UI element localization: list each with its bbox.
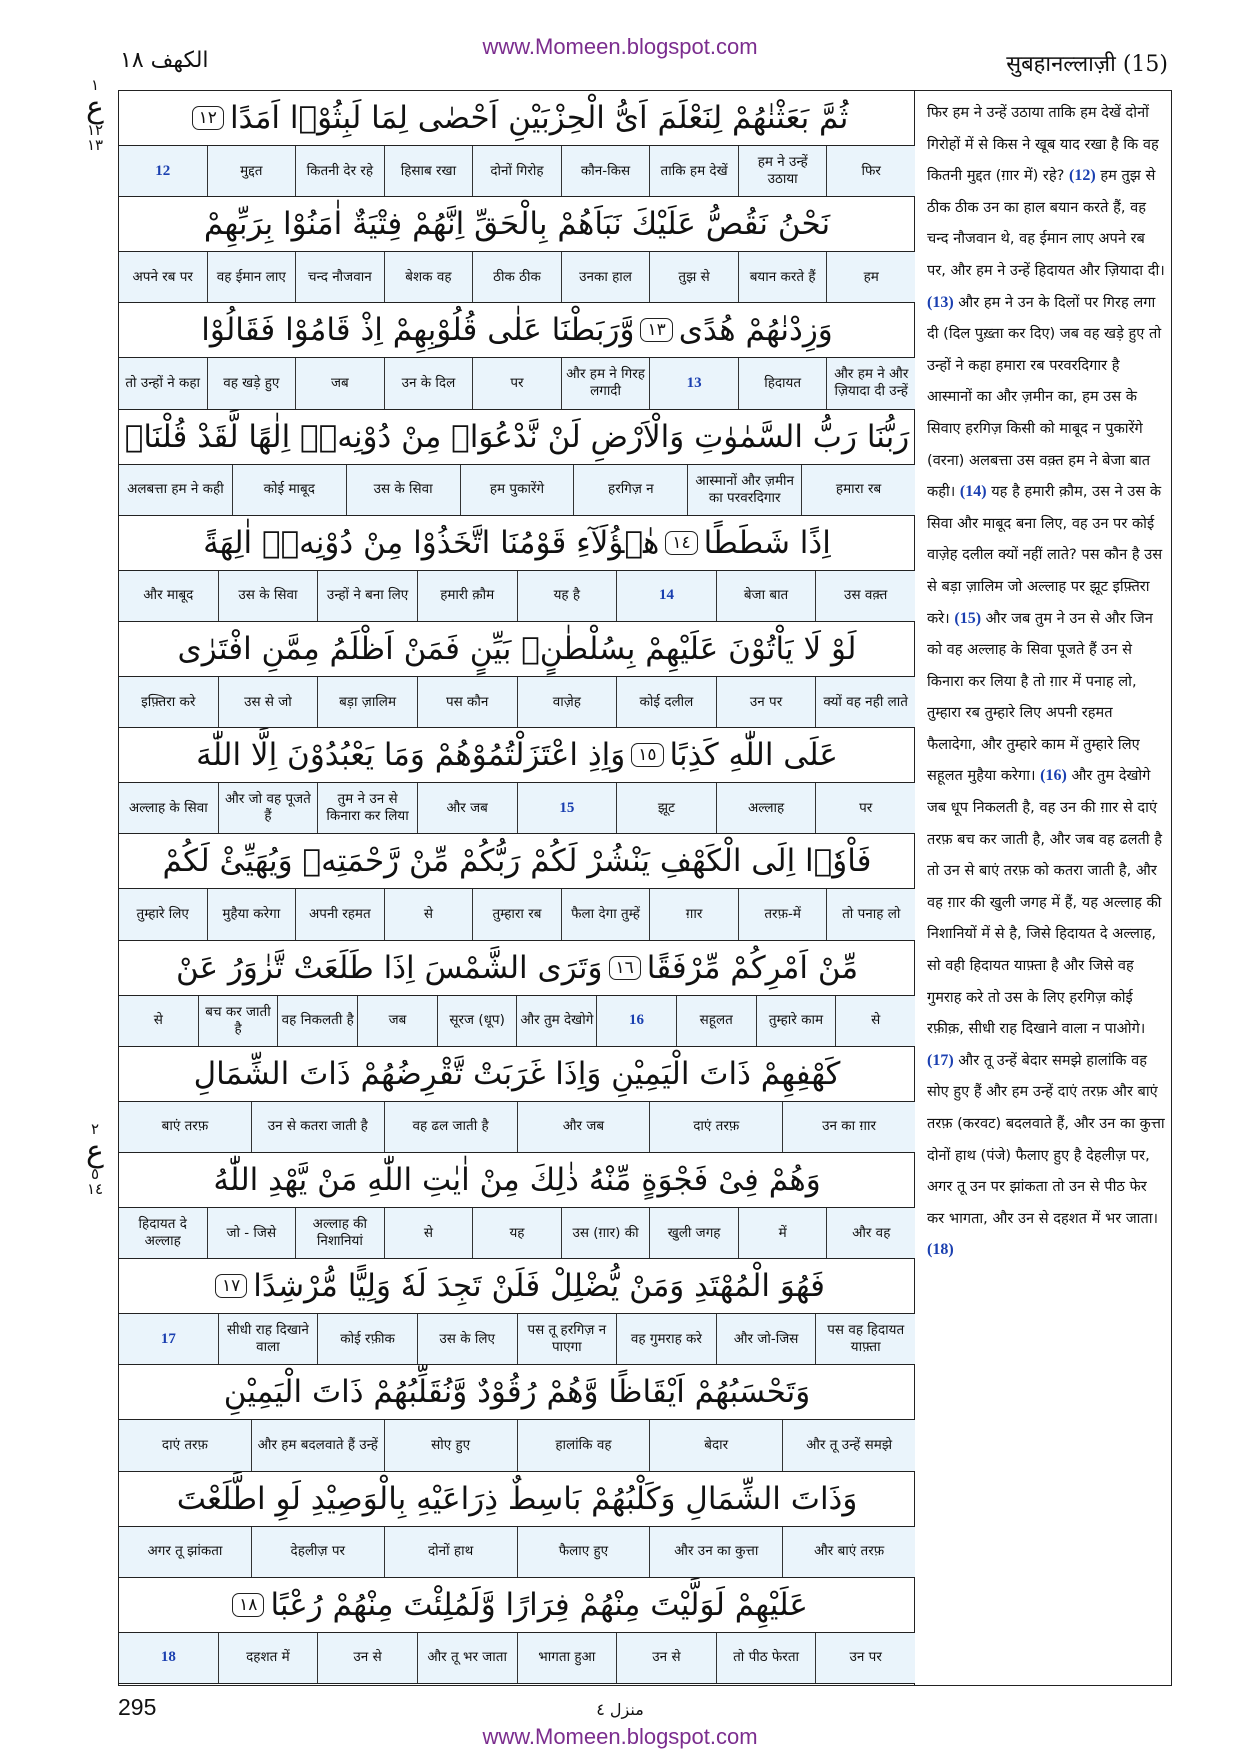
translation-passage: और तुम देखोगे जब धूप निकलती है, वह उन की ग़ार से दाएं तरफ़ बच कर जाती है, और जब वह ढलती है तो उन से बाएं तरफ़ को कतरा जाती है, और वह ग़ार की खुली जगह में हैं, यह अल्लाह की निशानियों में से है, जिसे हिदायत दे अल्लाह, सो वही हिदायत याफ़्ता है और जिसे वह गुमराह करे तो उस के लिए हरगिज़ कोई रफ़ीक़, सीधी राह दिखाने वाला न पाओगे। xyxy=(927,767,1163,1038)
word-meaning-cell: ठीक ठीक xyxy=(472,252,561,302)
word-meaning-cell: ग़ार xyxy=(649,889,738,939)
word-meaning-cell: और तू भर जाता xyxy=(417,1633,517,1683)
arabic-text: وَهُمْ فِیْ فَجْوَةٍ مِّنْهُ ذٰلِكَ مِنْ اٰیٰتِ اللّٰهِ مَنْ یَّهْدِ اللّٰهُ xyxy=(213,1162,821,1198)
word-meaning-row xyxy=(119,146,915,197)
word-meaning-cell: अपनी रहमत xyxy=(295,889,384,939)
word-meaning-cell: और जो वह पूजते हैं xyxy=(218,783,318,833)
arabic-verse-line xyxy=(119,834,915,889)
word-meaning-cell: बच कर जाती है xyxy=(198,996,278,1046)
word-meaning-cell: फैलाए हुए xyxy=(517,1527,650,1577)
arabic-text: وَاِذِ اعْتَزَلْتُمُوْهُمْ وَمَا یَعْبُدُوْنَ اِلَّا اللّٰهَ xyxy=(196,737,626,774)
word-meaning-cell: सहूलत xyxy=(676,996,756,1046)
word-meaning-cell: अलबत्ता हम ने कही xyxy=(127,481,224,498)
word-meaning-cell: हरगिज़ न xyxy=(573,465,687,515)
verse-number-cell: 15 xyxy=(517,783,617,833)
page-number: 295 xyxy=(118,1694,157,1720)
translation-verse-number: (12) xyxy=(1069,167,1096,185)
word-meaning-cell: हमारा रब xyxy=(801,465,915,515)
verse-column xyxy=(119,91,915,1685)
word-meaning-cell: दोनों हाथ xyxy=(384,1527,517,1577)
manzil-label: منزل ٤ xyxy=(596,1700,644,1719)
arabic-text: رَبُّنَا رَبُّ السَّمٰوٰتِ وَالْاَرْضِ لَنْ نَّدْعُوَاۡ مِنْ دُوْنِهٖۤ اِلٰهًا لَّقَدْ قُلْنَاۤ xyxy=(124,418,910,455)
word-meaning-cell: और जब xyxy=(517,1102,650,1152)
arabic-text: كَهْفِهِمْ ذَاتَ الْیَمِیْنِ وَاِذَا غَرَبَتْ تَّقْرِضُهُمْ ذَاتَ الشِّمَالِ xyxy=(193,1055,841,1092)
word-meaning-row xyxy=(119,1633,915,1684)
word-meaning-cell: हम xyxy=(826,252,915,302)
word-meaning-cell: बयान करते हैं xyxy=(738,252,827,302)
word-meaning-cell: अपने रब पर xyxy=(132,268,193,285)
word-meaning-cell: वह ढल जाती है xyxy=(384,1102,517,1152)
word-meaning-cell: हमारी क़ौम xyxy=(417,571,517,621)
word-meaning-cell: पर xyxy=(472,358,561,408)
word-meaning-cell: अल्लाह की निशानियां xyxy=(295,1208,384,1258)
word-meaning-cell: और तू उन्हें समझे xyxy=(782,1420,915,1470)
arabic-verse-line xyxy=(119,516,915,571)
arabic-verse-line xyxy=(119,1578,915,1633)
word-meaning-cell: और जब xyxy=(417,783,517,833)
verse-end-marker: ١٧ xyxy=(215,1274,247,1298)
footer-url: www.Momeen.blogspot.com xyxy=(482,1724,758,1749)
translation-verse-number: (13) xyxy=(927,293,954,311)
word-meaning-cell: सोए हुए xyxy=(384,1420,517,1470)
word-meaning-cell: उस से जो xyxy=(218,677,318,727)
word-meaning-cell: दहशत में xyxy=(218,1633,318,1683)
translation-verse-number: (14) xyxy=(959,483,987,501)
word-meaning-cell: फिर xyxy=(826,146,915,196)
word-meaning-cell: और हम ने और ज़ियादा दी उन्हें xyxy=(826,358,915,408)
word-meaning-row xyxy=(119,1314,915,1365)
verse-number-cell: 14 xyxy=(616,571,716,621)
word-meaning-cell: यह है xyxy=(517,571,617,621)
word-meaning-cell: सीधी राह दिखाने वाला xyxy=(218,1314,318,1364)
translation-verse-number: (15) xyxy=(954,609,982,627)
word-meaning-cell: वह गुमराह करे xyxy=(616,1314,716,1364)
word-meaning-cell: उन पर xyxy=(815,1633,915,1683)
word-meaning-cell: वह निकलती है xyxy=(277,996,357,1046)
arabic-verse-line xyxy=(119,303,915,358)
word-meaning-cell: उन के दिल xyxy=(384,358,473,408)
word-meaning-cell: और वह xyxy=(826,1208,915,1258)
word-meaning-cell: तो उन्हों ने कहा xyxy=(125,374,201,391)
verse-row xyxy=(119,197,915,303)
word-meaning-cell: कितनी देर रहे xyxy=(295,146,384,196)
translation-text xyxy=(927,97,1165,1266)
word-meaning-row xyxy=(119,252,915,303)
word-meaning-cell: बेजा बात xyxy=(716,571,816,621)
translation-verse-number: (17) xyxy=(927,1051,954,1069)
word-meaning-cell: ताकि हम देखें xyxy=(649,146,738,196)
word-meaning-cell: बाएं तरफ़ xyxy=(161,1118,209,1135)
verse-number-cell: 17 xyxy=(160,1330,176,1347)
translation-column xyxy=(915,91,1171,1685)
arabic-text: اِذًا شَطَطًا xyxy=(703,524,831,561)
verse-end-marker: ١٣ xyxy=(640,318,672,342)
word-meaning-cell: मुहैया करेगा xyxy=(207,889,296,939)
word-meaning-cell: हिदायत xyxy=(738,358,827,408)
arabic-verse-line xyxy=(119,622,915,677)
arabic-verse-line xyxy=(119,941,915,996)
word-meaning-cell: उस के सिवा xyxy=(218,571,318,621)
page-content xyxy=(118,90,1172,1686)
word-meaning-cell: से xyxy=(384,1208,473,1258)
verse-row xyxy=(119,410,915,516)
word-meaning-cell: तो पीठ फेरता xyxy=(716,1633,816,1683)
word-meaning-row xyxy=(119,571,915,622)
arabic-verse-line xyxy=(119,1153,915,1208)
word-meaning-cell: और माबूद xyxy=(143,587,194,604)
word-meaning-cell: और हम ने गिरह लगादी xyxy=(561,358,650,408)
word-meaning-cell: बेशक वह xyxy=(384,252,473,302)
para-name: सुबहानल्लाज़ी (15) xyxy=(1006,52,1168,77)
word-meaning-cell: मुद्दत xyxy=(207,146,296,196)
word-meaning-row xyxy=(119,677,915,728)
verse-row xyxy=(119,622,915,728)
word-meaning-cell: अल्लाह के सिवा xyxy=(128,799,208,816)
word-meaning-cell: में xyxy=(738,1208,827,1258)
word-meaning-cell: उस वक़्त xyxy=(815,571,915,621)
word-meaning-cell: जो - जिसे xyxy=(207,1208,296,1258)
word-meaning-cell: अगर तू झांकता xyxy=(147,1543,223,1560)
verse-row xyxy=(119,1365,915,1471)
word-meaning-row xyxy=(119,889,915,940)
verse-row xyxy=(119,1047,915,1153)
verse-end-marker: ١٨ xyxy=(232,1593,264,1617)
word-meaning-row xyxy=(119,1208,915,1259)
arabic-verse-line xyxy=(119,410,915,465)
word-meaning-cell: दाएं तरफ़ xyxy=(649,1102,782,1152)
word-meaning-cell: से xyxy=(384,889,473,939)
arabic-verse-line xyxy=(119,1047,915,1102)
word-meaning-cell: उनका हाल xyxy=(561,252,650,302)
word-meaning-cell: से xyxy=(153,1012,163,1029)
verse-end-marker: ١٦ xyxy=(609,956,641,980)
translation-passage: और तू उन्हें बेदार समझे हालांकि वह सोए हुए हैं और हम उन्हें दाएं तरफ़ और बाएं तरफ़ (करवट) बदलवाते हैं, और उन का कुत्ता दोनों हाथ (पंजे) फैलाए हुए है देहलीज़ पर, अगर तू उन पर झांकता तो उन से पीठ फेर कर भागता, और उन से दहशत में भर जाता। xyxy=(927,1051,1165,1227)
word-meaning-cell: उन से xyxy=(616,1633,716,1683)
word-meaning-cell: उन का ग़ार xyxy=(782,1102,915,1152)
arabic-text: نَحْنُ نَقُصُّ عَلَیْكَ نَبَاَهُمْ بِالْحَقِّ اِنَّهُمْ فِتْیَةٌ اٰمَنُوْا بِرَبِّهِمْ xyxy=(203,206,831,243)
ruku-marker-2: ٢ ع ٥ ١٤ xyxy=(86,1120,104,1198)
arabic-text: فَهُوَ الْمُهْتَدِ وَمَنْ یُّضْلِلْ فَلَنْ تَجِدَ لَهٗ وَلِیًّا مُّرْشِدًا xyxy=(253,1268,825,1305)
word-meaning-cell: यह xyxy=(472,1208,561,1258)
word-meaning-cell: वह ईमान लाए xyxy=(207,252,296,302)
arabic-verse-line xyxy=(119,91,915,146)
word-meaning-cell: से xyxy=(835,996,915,1046)
word-meaning-cell: और तुम देखोगे xyxy=(516,996,596,1046)
verse-row xyxy=(119,728,915,834)
arabic-text: وَّرَبَطْنَا عَلٰی قُلُوْبِهِمْ اِذْ قَامُوْا فَقَالُوْا xyxy=(201,312,635,349)
arabic-text: عَلَیْهِمْ لَوَلَّیْتَ مِنْهُمْ فِرَارًا وَّلَمُلِئْتَ مِنْهُمْ رُعْبًا xyxy=(270,1586,808,1623)
verse-number-cell: 16 xyxy=(596,996,676,1046)
word-meaning-cell: और जो-जिस xyxy=(716,1314,816,1364)
word-meaning-cell: खुली जगह xyxy=(649,1208,738,1258)
word-meaning-cell: उन से कतरा जाती है xyxy=(251,1102,384,1152)
verse-row xyxy=(119,303,915,409)
arabic-verse-line xyxy=(119,1365,915,1420)
surah-name: الكهف ١٨ xyxy=(120,48,209,73)
word-meaning-cell: चन्द नौजवान xyxy=(295,252,384,302)
word-meaning-row xyxy=(119,1420,915,1471)
word-meaning-cell: पर xyxy=(815,783,915,833)
word-meaning-cell: उन्हों ने बना लिए xyxy=(317,571,417,621)
arabic-text: لَوْ لَا یَاْتُوْنَ عَلَیْهِمْ بِسُلْطٰنٍۭ بَیِّنٍ فَمَنْ اَظْلَمُ مِمَّنِ افْتَرٰی xyxy=(177,631,857,667)
word-meaning-cell: कोई दलील xyxy=(616,677,716,727)
word-meaning-cell: हिदायत दे अल्लाह xyxy=(138,1216,187,1250)
verse-row xyxy=(119,941,915,1047)
word-meaning-cell: पस कौन xyxy=(417,677,517,727)
verse-row xyxy=(119,1578,915,1684)
word-meaning-cell: तुम्हारे काम xyxy=(756,996,836,1046)
arabic-verse-line xyxy=(119,728,915,783)
arabic-verse-line xyxy=(119,197,915,252)
word-meaning-row xyxy=(119,783,915,834)
word-meaning-cell: हम पुकारेंगे xyxy=(460,465,574,515)
word-meaning-cell: जब xyxy=(357,996,437,1046)
word-meaning-row xyxy=(119,465,915,516)
verse-row xyxy=(119,1259,915,1365)
word-meaning-cell: तुझ से xyxy=(649,252,738,302)
word-meaning-cell: जब xyxy=(295,358,384,408)
arabic-verse-line xyxy=(119,1259,915,1314)
translation-passage: यह है हमारी क़ौम, उस ने उस के सिवा और माबूद बना लिए, वह उन पर कोई वाज़ेह दलील क्यों नहीं लाते? पस कौन है उस से बड़ा ज़ालिम जो अल्लाह पर झूट इफ़्तिरा करे। xyxy=(927,483,1163,627)
word-meaning-cell: भागता हुआ xyxy=(517,1633,617,1683)
word-meaning-cell: बेदार xyxy=(649,1420,782,1470)
verse-row xyxy=(119,1153,915,1259)
word-meaning-cell: अल्लाह xyxy=(716,783,816,833)
word-meaning-row xyxy=(119,1527,915,1578)
word-meaning-cell: क्यों वह नही लाते xyxy=(815,677,915,727)
arabic-verse-line xyxy=(119,1472,915,1527)
word-meaning-cell: कौन-किस xyxy=(561,146,650,196)
translation-passage: फिर हम ने उन्हें उठाया ताकि हम देखें दोनों गिरोहों में से किस ने खूब याद रखा है कि वह कितनी मुद्दत (ग़ार में) रहे? xyxy=(927,104,1159,185)
word-meaning-cell: झूट xyxy=(616,783,716,833)
word-meaning-cell: कोई माबूद xyxy=(232,465,346,515)
word-meaning-cell: बड़ा ज़ालिम xyxy=(317,677,417,727)
arabic-text: عَلَی اللّٰهِ كَذِبًا xyxy=(669,737,838,774)
word-meaning-cell: और उन का कुत्ता xyxy=(649,1527,782,1577)
word-meaning-cell: वह खड़े हुए xyxy=(207,358,296,408)
word-meaning-cell: उस (ग़ार) की xyxy=(561,1208,650,1258)
arabic-text: ثُمَّ بَعَثْنٰهُمْ لِنَعْلَمَ اَیُّ الْحِزْبَیْنِ اَحْصٰی لِمَا لَبِثُوْۤا اَمَدًا xyxy=(229,100,849,136)
verse-row xyxy=(119,1472,915,1578)
word-meaning-cell: हालांकि वह xyxy=(517,1420,650,1470)
arabic-text: وَذَاتَ الشِّمَالِ وَكَلْبُهُمْ بَاسِطٌ ذِرَاعَیْهِ بِالْوَصِیْدِ لَوِ اطَّلَعْتَ xyxy=(176,1480,858,1517)
translation-passage: और हम ने उन के दिलों पर गिरह लगा दी (दिल पुख़्ता कर दिए) जब वह खड़े हुए तो उन्हों ने कहा हमारा रब परवरदिगार है आस्मानों का और ज़मीन का, हम उस के सिवाए हरगिज़ किसी को माबूद न पुकारेंगे (वरना) अलबत्ता उस वक़्त हम ने बेजा बात कही। xyxy=(927,293,1162,501)
header-url: www.Momeen.blogspot.com xyxy=(482,34,758,59)
word-meaning-cell: वाज़ेह xyxy=(517,677,617,727)
verse-row xyxy=(119,834,915,940)
ruku-marker-1: ١ ع ١٢ ١٣ xyxy=(86,76,104,154)
word-meaning-cell: हम ने उन्हें उठाया xyxy=(738,146,827,196)
word-meaning-cell: उन पर xyxy=(716,677,816,727)
arabic-text: وَزِدْنٰهُمْ هُدًی xyxy=(678,312,833,349)
word-meaning-cell: तुम ने उन से किनारा कर लिया xyxy=(317,783,417,833)
verse-row xyxy=(119,516,915,622)
word-meaning-cell: तुम्हारा रब xyxy=(472,889,561,939)
word-meaning-cell: दोनों गिरोह xyxy=(472,146,561,196)
word-meaning-cell: आस्मानों और ज़मीन का परवरदिगार xyxy=(687,465,801,515)
translation-passage: हम तुझ से ठीक ठीक उन का हाल बयान करते हैं, वह चन्द नौजवान थे, वह ईमान लाए अपने रब पर, और हम ने उन्हें हिदायत और ज़ियादा दी। xyxy=(927,167,1165,279)
verse-end-marker: ١٥ xyxy=(631,743,663,767)
arabic-text: فَاْوٗۤا اِلَی الْكَهْفِ یَنْشُرْ لَكُمْ رَبُّكُمْ مِّنْ رَّحْمَتِهٖ وَیُهَیِّئْ لَكُمْ xyxy=(162,843,872,880)
word-meaning-row xyxy=(119,358,915,409)
word-meaning-cell: कोई रफ़ीक xyxy=(317,1314,417,1364)
verse-end-marker: ١٢ xyxy=(192,106,224,130)
word-meaning-cell: और हम बदलवाते हैं उन्हें xyxy=(251,1420,384,1470)
word-meaning-cell: इफ़्तिरा करे xyxy=(141,693,196,710)
word-meaning-cell: हिसाब रखा xyxy=(384,146,473,196)
word-meaning-row xyxy=(119,996,915,1047)
translation-passage: और जब तुम ने उन से और जिन को वह अल्लाह के सिवा पूजते हैं उन से किनारा कर लिया है तो ग़ार में पनाह लो, तुम्हारा रब तुम्हारे लिए अपनी रहमत फैलादेगा, और तुम्हारे काम में तुम्हारे लिए सहूलत मुहैया करेगा। xyxy=(927,609,1153,785)
word-meaning-cell: पस तू हरगिज़ न पाएगा xyxy=(517,1314,617,1364)
verse-end-marker: ١٤ xyxy=(665,531,697,555)
arabic-text: وَتَرَی الشَّمْسَ اِذَا طَلَعَتْ تَّزٰوَرُ عَنْ xyxy=(175,949,603,986)
word-meaning-cell: फैला देगा तुम्हें xyxy=(561,889,650,939)
word-meaning-cell: उस के सिवा xyxy=(346,465,460,515)
translation-verse-number: (18) xyxy=(927,1241,954,1259)
translation-verse-number: (16) xyxy=(1040,767,1067,785)
verse-number-cell: 18 xyxy=(160,1649,176,1666)
verse-number-cell: 13 xyxy=(649,358,738,408)
word-meaning-cell: दाएं तरफ़ xyxy=(161,1436,208,1453)
word-meaning-cell: और बाएं तरफ़ xyxy=(782,1527,915,1577)
verse-number-cell: 12 xyxy=(155,162,171,179)
word-meaning-cell: उस के लिए xyxy=(417,1314,517,1364)
verse-row xyxy=(119,91,915,197)
word-meaning-row xyxy=(119,1102,915,1153)
word-meaning-cell: तो पनाह लो xyxy=(826,889,915,939)
word-meaning-cell: देहलीज़ पर xyxy=(251,1527,384,1577)
word-meaning-cell: सूरज (धूप) xyxy=(437,996,517,1046)
word-meaning-cell: पस वह हिदायत याफ़्ता xyxy=(815,1314,915,1364)
arabic-text: هٰۤؤُلَآءِ قَوْمُنَا اتَّخَذُوْا مِنْ دُوْنِهٖۤ اٰلِهَةً xyxy=(203,524,660,561)
arabic-text: وَتَحْسَبُهُمْ اَیْقَاظًا وَّهُمْ رُقُوْدٌ وَّنُقَلِّبُهُمْ ذَاتَ الْیَمِیْنِ xyxy=(223,1374,811,1411)
word-meaning-cell: तरफ़-में xyxy=(738,889,827,939)
word-meaning-cell: उन से xyxy=(317,1633,417,1683)
arabic-text: مِّنْ اَمْرِكُمْ مِّرْفَقًا xyxy=(646,949,859,986)
word-meaning-cell: तुम्हारे लिए xyxy=(136,905,189,922)
